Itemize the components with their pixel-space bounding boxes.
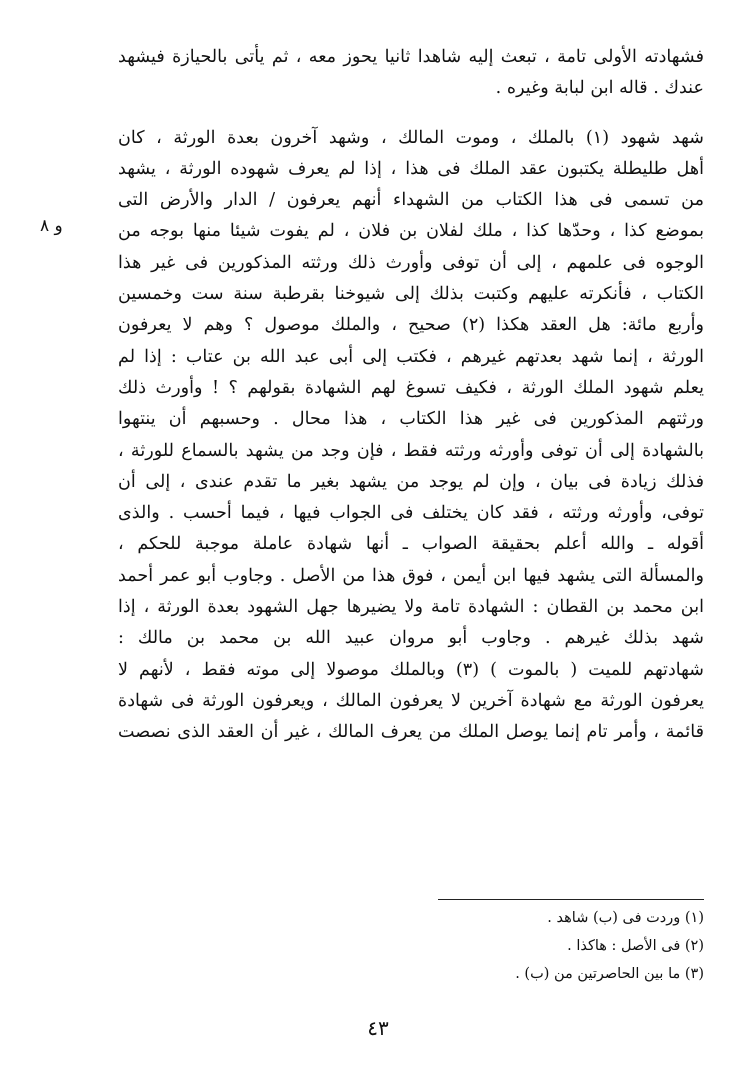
- text-line: شهد شهود (١) بالملك ، وموت المالك ، وشهد آخرون بعدة الورثة ، كان: [118, 127, 704, 148]
- text-line: ابن محمد بن القطان : الشهادة تامة ولا يضيرها جهل الشهود بعدة الورثة ، إذا: [118, 597, 704, 618]
- text-line: ورثتهم المذكورين فى غير هذا الكتاب ، هذا محال . وحسبهم أن ينتهوا: [118, 409, 704, 430]
- footnotes: [515, 904, 704, 988]
- text-line: فشهادته الأولى تامة ، تبعث إليه شاهدا ثانيا يحوز معه ، ثم يأتى بالحيازة فيشهد: [118, 47, 704, 67]
- body-text: [118, 42, 704, 749]
- footnote: (١) وردت فى (ب) شاهد .: [547, 910, 704, 926]
- paragraph-2: [118, 123, 704, 749]
- footnote: (٢) فى الأصل : هاكذا .: [567, 938, 704, 954]
- text-line: شهادتهم للميت ( بالموت ) (٣) وبالملك موصولا إلى موته فقط ، لأنهم لا: [118, 659, 704, 680]
- text-line: شهد بذلك غيرهم . وجاوب أبو مروان عبيد الله بن محمد بن مالك :: [118, 628, 704, 649]
- text-line: وأربع مائة: هل العقد هكذا (٢) صحيح ، والملك موصول ؟ وهم لا يعرفون: [118, 315, 704, 336]
- text-line: أقوله ـ والله أعلم بحقيقة الصواب ـ أنها شهادة عاملة موجبة للحكم ،: [118, 534, 704, 555]
- text-line: الكتاب ، فأنكرته عليهم وكتبت بذلك إلى شيوخنا بقرطبة سنة ست وخمسين: [118, 284, 704, 305]
- text-line: بالشهادة إلى أن توفى وأورثه ورثته فقط ، فإن وجد من يشهد بالسماع للورثة ،: [118, 440, 704, 461]
- footnote-divider: [438, 899, 704, 900]
- page-number: ٤٣: [367, 1016, 389, 1040]
- text-line: الورثة ، إنما شهد بعدتهم غيرهم ، فكتب إلى أبى عبد الله بن عتاب : إذا لم: [118, 346, 704, 367]
- text-line: يعرفون الورثة مع شهادة آخرين لا يعرفون المالك ، ويعرفون الورثة فى شهادة: [118, 690, 704, 711]
- footnote: (٣) ما بين الحاصرتين من (ب) .: [515, 966, 704, 982]
- text-line: قائمة ، وأمر تام إنما يوصل الملك من يعرف المالك ، غير أن العقد الذى نصصت: [118, 722, 704, 743]
- paragraph-1: [118, 42, 704, 105]
- text-line: عندك . قاله ابن لبابة وغيره .: [495, 78, 704, 99]
- text-line: فذلك زيادة فى بيان ، وإن لم يوجد من يشهد بغير ما تقدم عندى ، إلى أن: [118, 471, 704, 492]
- text-line: توفى، وأورثه ورثته ، فقد كان يختلف فى الجواب فيها ، فيما أحسب . والذى: [118, 503, 704, 524]
- text-line: أهل طليطلة يكتبون عقد الملك فى هذا ، إذا لم يعرف شهوده الورثة ، يشهد: [118, 158, 704, 179]
- text-line: يعلم شهود الملك الورثة ، فكيف تسوغ لهم الشهادة بقولهم ؟ ! وأورث ذلك: [118, 377, 704, 398]
- text-line: بموضع كذا ، وحدّها كذا ، ملك لفلان بن فلان ، لم يفوت شيئا منها بوجه من: [118, 221, 704, 242]
- text-line: الوجوه فى علمهم ، إلى أن توفى وأورث ذلك ورثته المذكورين فى غير هذا: [118, 252, 704, 273]
- text-line: من تسمى فى هذا الكتاب من الشهداء أنهم يعرفون / الدار والأرض التى: [118, 190, 704, 211]
- margin-folio-note: و ٨: [40, 216, 63, 236]
- text-line: والمسألة التى يشهد فيها ابن أيمن ، فوق هذا من الأصل . وجاوب أبو عمر أحمد: [118, 565, 704, 586]
